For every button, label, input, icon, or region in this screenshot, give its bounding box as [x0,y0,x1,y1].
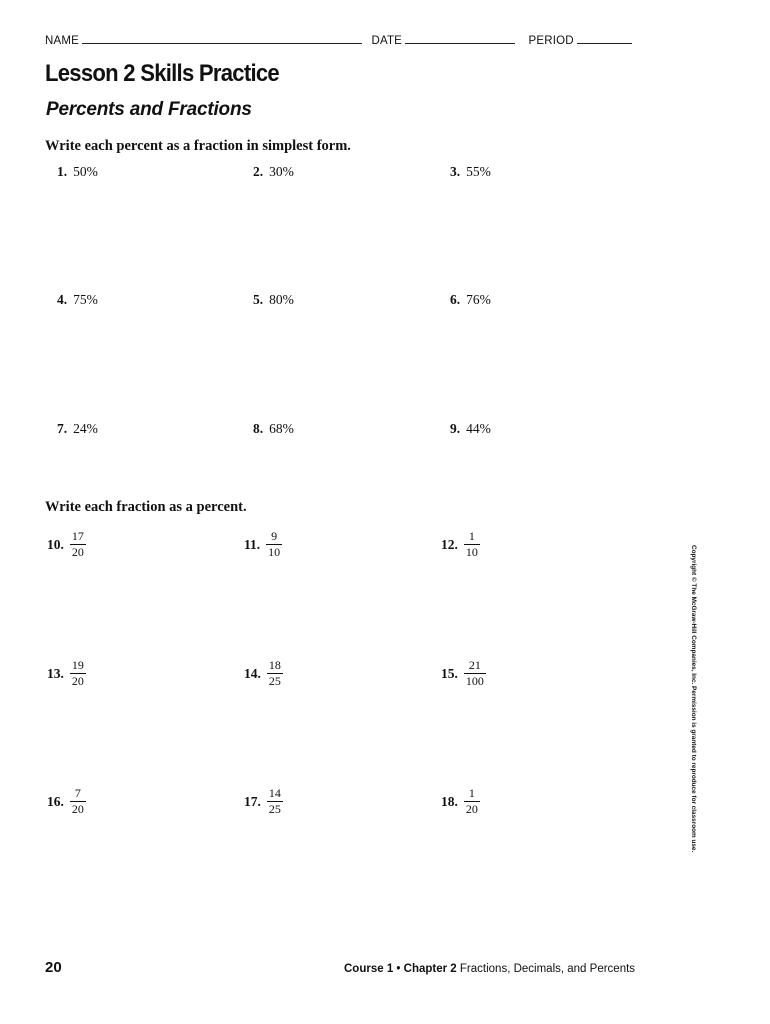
lesson-subtitle: Percents and Fractions [46,99,252,120]
problem-15 [441,659,486,688]
problem-1 [57,164,98,180]
name-blank[interactable] [82,33,362,44]
denominator: 20 [71,674,84,688]
problem-value: 30% [269,164,294,179]
problem-value: 24% [73,421,98,436]
problem-10 [47,530,86,559]
denominator: 10 [465,545,478,559]
page-footer [344,963,635,975]
problem-number: 17. [244,793,261,809]
problem-16 [47,787,86,816]
problem-value: 76% [466,292,491,307]
problem-11 [244,530,282,559]
numerator: 1 [468,786,475,800]
denominator: 25 [268,674,281,688]
fraction [266,530,282,559]
denominator: 25 [268,802,281,816]
problem-number: 6. [450,292,461,307]
fraction [464,659,486,688]
student-info-header [45,33,638,47]
problem-number: 8. [253,421,264,436]
problem-number: 1. [57,164,68,179]
copyright-notice: Copyright © The McGraw-Hill Companies, Inc. Permission is granted to reproduce for classroom use. [690,545,697,853]
problem-value: 50% [73,164,98,179]
period-blank[interactable] [577,33,632,44]
problem-7 [57,421,98,437]
numerator: 18 [268,658,281,672]
problem-number: 4. [57,292,68,307]
footer-separator: • [396,963,401,975]
fraction [464,787,480,816]
denominator: 20 [465,802,478,816]
problem-6 [450,292,491,308]
date-label: DATE [371,35,403,47]
numerator: 19 [71,658,84,672]
numerator: 17 [71,529,84,543]
denominator: 20 [71,545,84,559]
problem-number: 13. [47,665,64,681]
problem-value: 75% [73,292,98,307]
problem-18 [441,787,480,816]
denominator: 100 [465,674,484,688]
fraction [267,787,283,816]
problem-number: 15. [441,665,458,681]
lesson-title: Lesson 2 Skills Practice [45,60,279,87]
chapter-label: Chapter 2 [403,963,457,975]
fraction [70,787,86,816]
date-blank[interactable] [405,33,515,44]
problem-4 [57,292,98,308]
problem-value: 44% [466,421,491,436]
page-number: 20 [45,959,62,976]
problem-8 [253,421,294,437]
problem-14 [244,659,283,688]
problem-number: 10. [47,536,64,552]
problem-5 [253,292,294,308]
fraction [70,659,86,688]
problem-value: 68% [269,421,294,436]
section1-instruction: Write each percent as a fraction in simplest form. [45,138,351,154]
numerator: 21 [468,658,481,672]
problem-number: 12. [441,536,458,552]
numerator: 9 [271,529,278,543]
numerator: 1 [468,529,475,543]
problem-number: 14. [244,665,261,681]
numerator: 14 [268,786,281,800]
problem-3 [450,164,491,180]
course-label: Course 1 [344,963,394,975]
problem-number: 18. [441,793,458,809]
problem-9 [450,421,491,437]
problem-number: 2. [253,164,264,179]
period-label: PERIOD [528,35,574,47]
problem-value: 80% [269,292,294,307]
denominator: 10 [268,545,281,559]
problem-value: 55% [466,164,491,179]
fraction [464,530,480,559]
problem-2 [253,164,294,180]
fraction [267,659,283,688]
denominator: 20 [71,802,84,816]
problem-number: 16. [47,793,64,809]
problem-number: 11. [244,536,261,552]
fraction [70,530,86,559]
numerator: 7 [74,786,81,800]
problem-13 [47,659,86,688]
problem-17 [244,787,283,816]
section2-instruction: Write each fraction as a percent. [45,499,247,515]
problem-number: 9. [450,421,461,436]
chapter-title: Fractions, Decimals, and Percents [459,963,636,975]
name-label: NAME [45,35,80,47]
problem-number: 3. [450,164,461,179]
problem-number: 5. [253,292,264,307]
problem-12 [441,530,480,559]
problem-number: 7. [57,421,68,436]
